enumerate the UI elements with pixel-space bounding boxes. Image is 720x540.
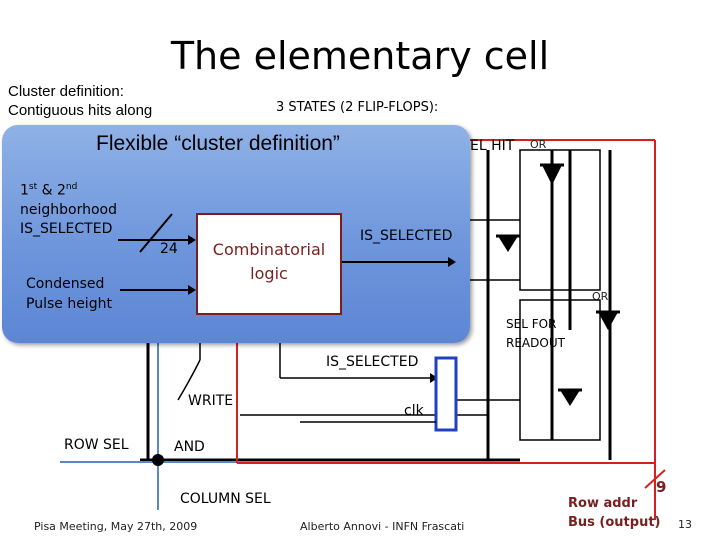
footer-center: Alberto Annovi - INFN Frascati	[300, 520, 465, 533]
combinatorial-line: Combinatorial	[212, 240, 326, 259]
row-addr-line: Row addr	[568, 496, 638, 511]
row-sel-label: ROW SEL	[64, 437, 129, 453]
neighborhood-line: IS_SELECTED	[20, 220, 113, 237]
row-addr-line: Bus (output)	[568, 515, 661, 530]
condensed-line: Pulse height	[26, 296, 112, 312]
slide-title: The elementary cell	[170, 34, 550, 78]
combinatorial-line: logic	[250, 264, 288, 283]
cluster-definition-line: Contiguous hits along	[8, 102, 153, 119]
states-label: 3 STATES (2 FLIP-FLOPS):	[276, 100, 439, 115]
neighborhood-line: 1st & 2nd	[20, 182, 78, 199]
neighborhood-input-label	[20, 178, 117, 239]
callout-title: Flexible “cluster definition”	[96, 132, 340, 155]
sel-hit-label: EL HIT	[470, 138, 515, 154]
or-label-bottom: OR	[592, 290, 609, 303]
clk-label: clk	[404, 403, 424, 419]
page-number: 13	[678, 518, 692, 531]
column-sel-label: COLUMN SEL	[180, 491, 271, 507]
and-label: AND	[174, 439, 205, 455]
condensed-pulse-label	[26, 274, 112, 314]
bus-width-24: 24	[160, 241, 178, 257]
is-selected-output-label: IS_SELECTED	[360, 228, 453, 244]
write-label: WRITE	[188, 393, 234, 409]
combinatorial-logic-label	[196, 238, 342, 286]
cluster-definition-line: Cluster definition:	[8, 83, 124, 100]
sel-for-readout-line: READOUT	[506, 336, 565, 350]
neighborhood-line: neighborhood	[20, 201, 117, 218]
is-selected-label: IS_SELECTED	[326, 354, 419, 370]
condensed-line: Condensed	[26, 276, 105, 292]
sel-for-readout-line: SEL FOR	[506, 317, 557, 331]
footer-left: Pisa Meeting, May 27th, 2009	[34, 520, 198, 533]
or-label-top: OR	[530, 138, 547, 151]
bus-width-label: 9	[656, 478, 667, 496]
